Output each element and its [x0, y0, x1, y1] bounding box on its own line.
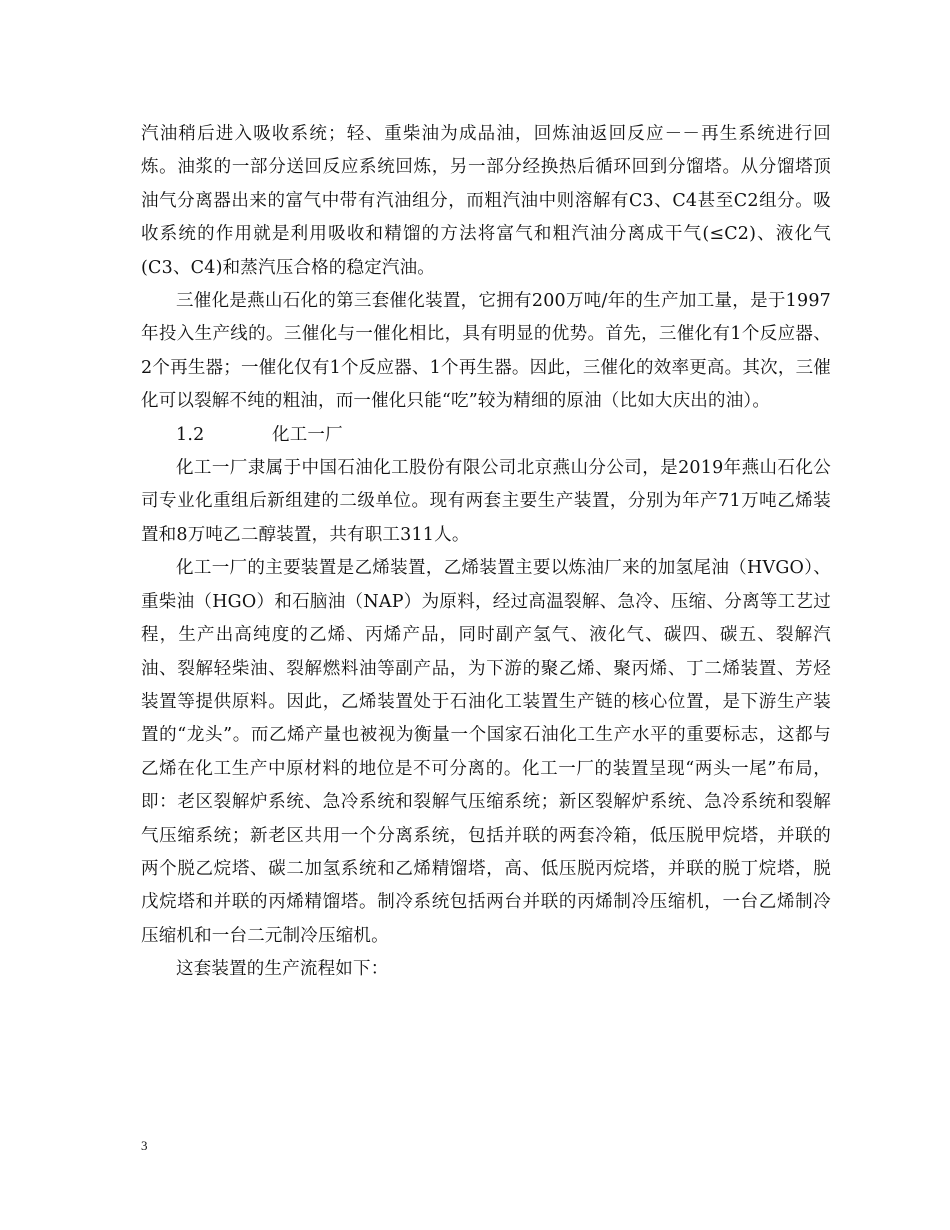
paragraph-absorption-system: 汽油稍后进入吸收系统；轻、重柴油为成品油，回炼油返回反应－－再生系统进行回炼。油浆的一部分送回反应系统回炼，另一部分经换热后循环回到分馏塔。从分馏塔顶油气分离器出来的富气中带有汽油组分，而粗汽油中则溶解有C3、C4甚至C2组分。吸收系统的作用就是利用吸收和精馏的方法将富气和粗汽油分离成干气(≤C2)、液化气(C3、C4)和蒸汽压合格的稳定汽油。: [141, 124, 831, 278]
page-number: 3: [141, 1138, 148, 1153]
paragraph-process-intro: 这套装置的生产流程如下：: [176, 959, 389, 980]
body-text: [141, 118, 831, 987]
section-number: 1.2: [176, 424, 205, 445]
paragraph-third-catalytic-unit: 三催化是燕山石化的第三套催化装置，它拥有200万吨/年的生产加工量，是于1997年投入生产线的。三催化与一催化相比，具有明显的优势。首先，三催化有1个反应器、2个再生器；一催化仅有1个反应器、1个再生器。因此，三催化的效率更高。其次，三催化可以裂解不纯的粗油，而一催化只能“吃”较为精细的原油（比如大庆出的油）。: [141, 291, 831, 412]
paragraph-plant-overview: 化工一厂隶属于中国石油化工股份有限公司北京燕山分公司，是2019年燕山石化公司专业化重组后新组建的二级单位。现有两套主要生产装置，分别为年产71万吨乙烯装置和8万吨乙二醇装置，共有职工311人。: [141, 458, 831, 545]
section-heading: [141, 419, 831, 452]
section-title: 化工一厂: [272, 424, 343, 445]
paragraph-ethylene-unit: 化工一厂的主要装置是乙烯装置，乙烯装置主要以炼油厂来的加氢尾油（HVGO）、重柴油（HGO）和石脑油（NAP）为原料，经过高温裂解、急冷、压缩、分离等工艺过程，生产出高纯度的乙烯、丙烯产品，同时副产氢气、液化气、碳四、碳五、裂解汽油、裂解轻柴油、裂解燃料油等副产品，为下游的聚乙烯、聚丙烯、丁二烯装置、芳烃装置等提供原料。因此，乙烯装置处于石油化工装置生产链的核心位置，是下游生产装置的“龙头”。而乙烯产量也被视为衡量一个国家石油化工生产水平的重要标志，这都与乙烯在化工生产中原材料的地位是不可分离的。化工一厂的装置呈现“两头一尾”布局，即：老区裂解炉系统、急冷系统和裂解气压缩系统；新区裂解炉系统、急冷系统和裂解气压缩系统；新老区共用一个分离系统，包括并联的两套冷箱，低压脱甲烷塔，并联的两个脱乙烷塔、碳二加氢系统和乙烯精馏塔，高、低压脱丙烷塔，并联的脱丁烷塔，脱戊烷塔和并联的丙烯精馏塔。制冷系统包括两台并联的丙烯制冷压缩机，一台乙烯制冷压缩机和一台二元制冷压缩机。: [141, 558, 831, 946]
